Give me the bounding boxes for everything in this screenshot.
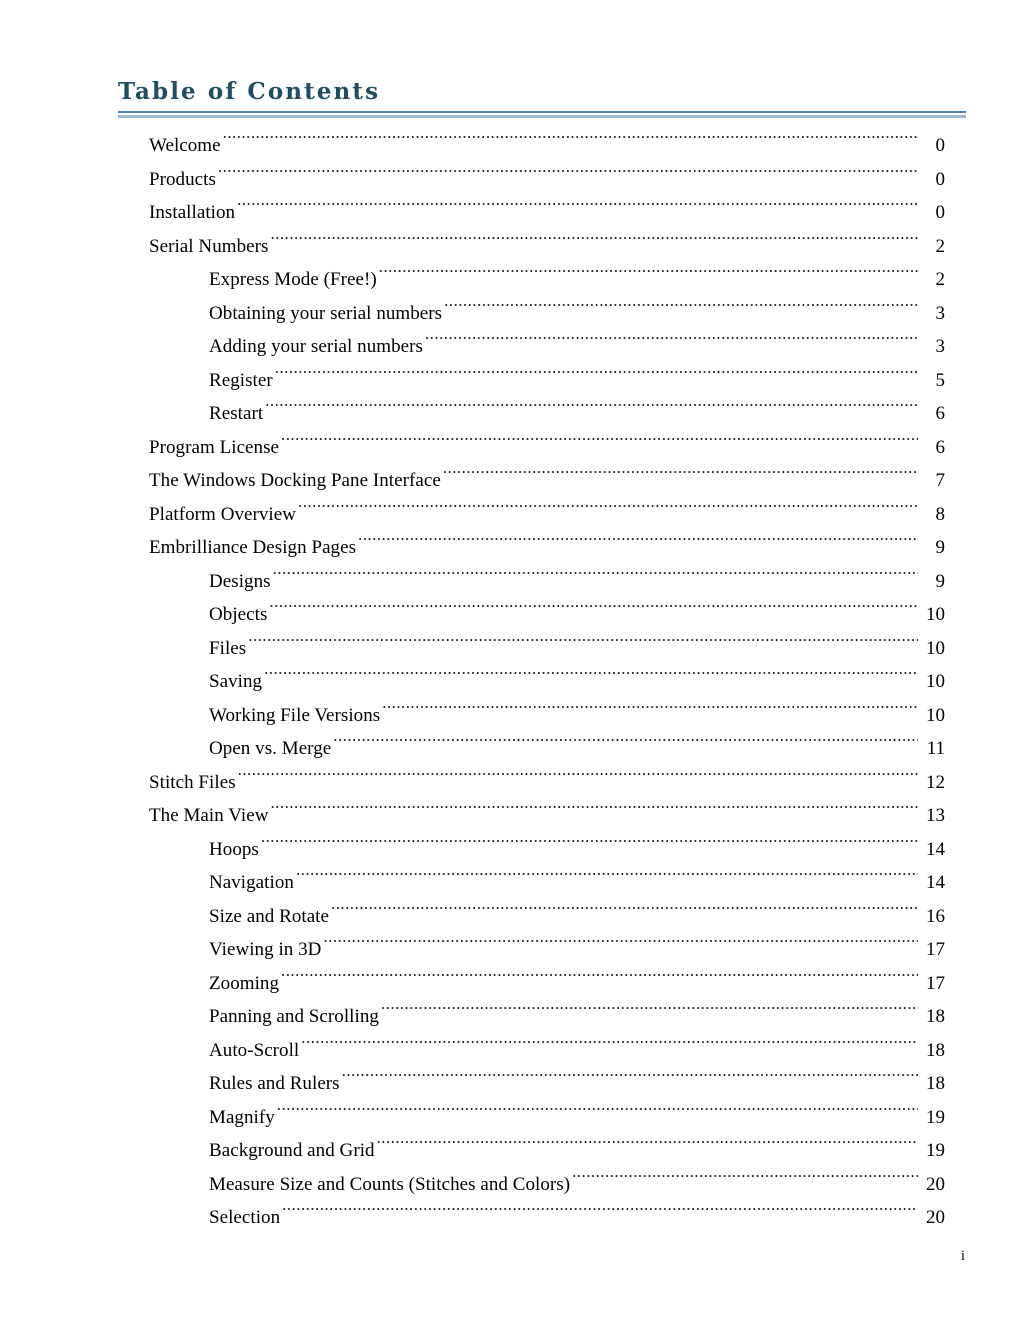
toc-entry[interactable] — [0, 1168, 1024, 1202]
toc-entry-page-number: 7 — [935, 470, 945, 491]
toc-entry-page-number: 18 — [926, 1039, 945, 1061]
toc-dot-leader — [381, 1003, 918, 1022]
toc-entry-page-number: 2 — [935, 235, 945, 257]
toc-dot-leader — [298, 501, 918, 520]
toc-entry-label: Panning and Scrolling — [209, 1006, 379, 1027]
toc-entry-label: Serial Numbers — [149, 235, 269, 257]
toc-dot-leader — [223, 132, 918, 151]
toc-entry-label: Selection — [209, 1207, 281, 1228]
toc-dot-leader — [281, 970, 918, 989]
toc-entry[interactable] — [0, 900, 1024, 934]
toc-dot-leader — [379, 266, 918, 285]
toc-entry-label: Embrilliance Design Pages — [149, 537, 357, 558]
toc-entry-page-number: 14 — [926, 838, 945, 860]
toc-entry-page-number: 6 — [935, 436, 945, 458]
footer-page-number: i — [960, 1248, 965, 1264]
toc-dot-leader — [331, 903, 918, 922]
toc-entry[interactable] — [0, 833, 1024, 867]
toc-dot-leader — [323, 936, 918, 955]
toc-entry-label: Files — [209, 637, 247, 659]
toc-entry-page-number: 20 — [926, 1207, 945, 1228]
toc-dot-leader — [281, 434, 918, 453]
toc-entry[interactable] — [0, 967, 1024, 1001]
toc-dot-leader — [342, 1070, 918, 1089]
toc-entry-label: Measure Size and Counts (Stitches and Colors) — [209, 1173, 571, 1195]
toc-dot-leader — [296, 869, 918, 888]
toc-entry[interactable] — [0, 431, 1024, 465]
toc-entry-page-number: 8 — [935, 503, 945, 525]
toc-dot-leader — [301, 1037, 918, 1056]
divider-line-bottom — [118, 115, 966, 118]
toc-entry[interactable] — [0, 1201, 1024, 1235]
title-divider — [118, 111, 966, 118]
toc-entry-label: Designs — [209, 570, 271, 592]
toc-entry[interactable] — [0, 1134, 1024, 1168]
toc-entry-label: Working File Versions — [209, 704, 381, 726]
toc-entry-label: Stitch Files — [149, 771, 236, 793]
toc-entry-page-number: 17 — [926, 939, 945, 960]
toc-entry[interactable] — [0, 531, 1024, 565]
toc-dot-leader — [275, 367, 918, 386]
toc-entry[interactable] — [0, 732, 1024, 766]
toc-entry-label: The Main View — [149, 805, 269, 826]
toc-dot-leader — [282, 1204, 918, 1223]
toc-dot-leader — [237, 199, 918, 218]
toc-entry[interactable] — [0, 699, 1024, 733]
toc-entry[interactable] — [0, 799, 1024, 833]
toc-dot-leader — [377, 1137, 918, 1156]
toc-entry-page-number: 17 — [926, 972, 945, 994]
toc-entry[interactable] — [0, 1067, 1024, 1101]
toc-entry[interactable] — [0, 933, 1024, 967]
toc-entry-label: Program License — [149, 436, 280, 458]
toc-dot-leader — [443, 467, 918, 486]
toc-dot-leader — [572, 1171, 918, 1190]
toc-dot-leader — [277, 1104, 918, 1123]
table-of-contents-header — [118, 78, 966, 118]
toc-entry-page-number: 10 — [926, 637, 945, 659]
toc-entry-page-number: 11 — [926, 738, 945, 759]
toc-dot-leader — [269, 601, 918, 620]
toc-entry[interactable] — [0, 330, 1024, 364]
toc-entry-label: Viewing in 3D — [209, 939, 322, 960]
toc-dot-leader — [444, 300, 918, 319]
toc-entry[interactable] — [0, 163, 1024, 197]
toc-entry[interactable] — [0, 1034, 1024, 1068]
toc-entry-page-number: 3 — [935, 302, 945, 324]
toc-dot-leader — [248, 635, 918, 654]
toc-entry-page-number: 13 — [926, 805, 945, 826]
toc-entry[interactable] — [0, 129, 1024, 163]
toc-entry-page-number: 10 — [926, 671, 945, 692]
toc-dot-leader — [261, 836, 918, 855]
toc-entry-label: Installation — [149, 202, 236, 223]
toc-entry-page-number: 16 — [926, 905, 945, 927]
toc-entry-label: The Windows Docking Pane Interface — [149, 470, 441, 491]
toc-entry-label: Express Mode (Free!) — [209, 269, 377, 290]
toc-entry-page-number: 3 — [935, 336, 945, 357]
toc-entry-page-number: 10 — [926, 704, 945, 726]
toc-dot-leader — [270, 233, 918, 252]
toc-entry[interactable] — [0, 598, 1024, 632]
toc-entry-page-number: 12 — [926, 771, 945, 793]
toc-dot-leader — [358, 534, 918, 553]
toc-entry-label: Adding your serial numbers — [209, 336, 423, 357]
toc-entry[interactable] — [0, 766, 1024, 800]
toc-dot-leader — [264, 668, 918, 687]
toc-entry-page-number: 0 — [935, 202, 945, 223]
toc-entry-label: Objects — [209, 604, 268, 625]
toc-dot-leader — [238, 769, 918, 788]
toc-entry-page-number: 9 — [935, 570, 945, 592]
toc-entry-label: Platform Overview — [149, 503, 297, 525]
toc-entry-label: Welcome — [149, 135, 221, 156]
toc-dot-leader — [333, 735, 918, 754]
toc-entry[interactable] — [0, 1000, 1024, 1034]
toc-entry[interactable] — [0, 665, 1024, 699]
toc-dot-leader — [382, 702, 918, 721]
toc-entry-label: Register — [209, 369, 273, 391]
toc-entry[interactable] — [0, 866, 1024, 900]
toc-entry-page-number: 5 — [935, 369, 945, 391]
toc-entry[interactable] — [0, 364, 1024, 398]
toc-entry-label: Auto-Scroll — [209, 1039, 300, 1061]
toc-entry[interactable] — [0, 464, 1024, 498]
toc-entry[interactable] — [0, 263, 1024, 297]
toc-entry-page-number: 2 — [935, 269, 945, 290]
toc-entry-page-number: 0 — [935, 135, 945, 156]
toc-entry-label: Open vs. Merge — [209, 738, 332, 759]
toc-entry-label: Hoops — [209, 838, 259, 860]
toc-dot-leader — [425, 333, 918, 352]
toc-entry-page-number: 20 — [926, 1173, 945, 1195]
toc-entry-page-number: 19 — [926, 1140, 945, 1161]
toc-entry-page-number: 9 — [935, 537, 945, 558]
toc-dot-leader — [270, 802, 918, 821]
toc-entry-label: Obtaining your serial numbers — [209, 302, 443, 324]
toc-entry-label: Restart — [209, 403, 264, 424]
table-of-contents-list — [0, 129, 1024, 1235]
toc-entry-page-number: 19 — [926, 1106, 945, 1128]
toc-entry[interactable] — [0, 230, 1024, 264]
toc-entry-label: Products — [149, 168, 216, 190]
toc-entry-page-number: 18 — [926, 1006, 945, 1027]
toc-entry-label: Navigation — [209, 872, 294, 893]
toc-entry-page-number: 6 — [935, 403, 945, 424]
toc-entry-page-number: 14 — [926, 872, 945, 893]
toc-entry[interactable] — [0, 565, 1024, 599]
toc-entry-label: Zooming — [209, 972, 280, 994]
toc-dot-leader — [273, 568, 918, 587]
toc-entry-page-number: 18 — [926, 1073, 945, 1094]
toc-entry[interactable] — [0, 397, 1024, 431]
toc-entry[interactable] — [0, 297, 1024, 331]
toc-entry[interactable] — [0, 196, 1024, 230]
toc-entry[interactable] — [0, 632, 1024, 666]
page-title: Table of Contents — [118, 78, 381, 105]
toc-entry-label: Magnify — [209, 1106, 275, 1128]
toc-entry-label: Background and Grid — [209, 1140, 375, 1161]
toc-entry-label: Saving — [209, 671, 263, 692]
toc-entry-page-number: 10 — [926, 604, 945, 625]
toc-dot-leader — [265, 400, 918, 419]
toc-entry[interactable] — [0, 498, 1024, 532]
toc-entry[interactable] — [0, 1101, 1024, 1135]
toc-entry-page-number: 0 — [935, 168, 945, 190]
toc-dot-leader — [218, 166, 918, 185]
toc-entry-label: Rules and Rulers — [209, 1073, 340, 1094]
toc-entry-label: Size and Rotate — [209, 905, 329, 927]
